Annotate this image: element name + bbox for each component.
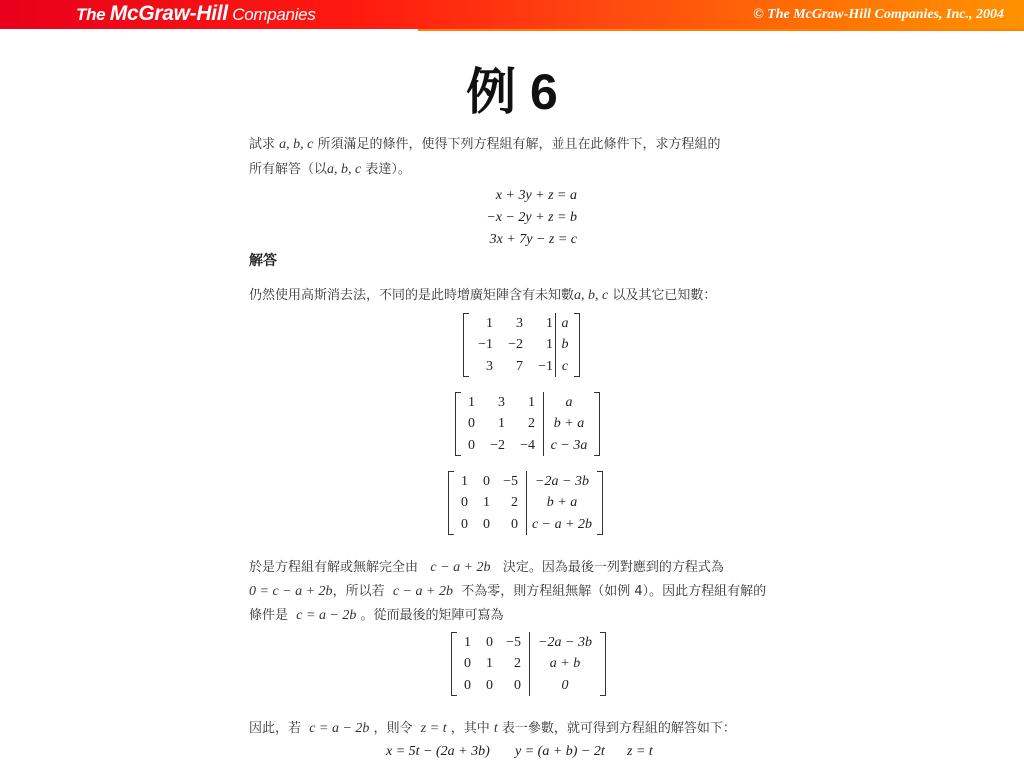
matrix-row bbox=[471, 334, 553, 355]
matrix-cell: −1 bbox=[478, 337, 493, 353]
right-bracket bbox=[600, 632, 606, 696]
matrix-cell: 1 bbox=[483, 495, 490, 511]
matrix-cell: b bbox=[561, 337, 569, 353]
matrix-cell: 3 bbox=[486, 358, 493, 374]
matrix-cell: 1 bbox=[461, 474, 468, 490]
matrix-row bbox=[459, 653, 521, 674]
solution-x: x = 5t − (2a + 3b) bbox=[386, 744, 490, 759]
matrix-cell: −4 bbox=[520, 437, 535, 453]
augmented-matrix-4 bbox=[451, 632, 606, 696]
paragraph-math: c − a + 2b bbox=[392, 584, 453, 599]
augmented-column bbox=[543, 392, 594, 456]
matrix-cell: 0 bbox=[486, 677, 493, 693]
paragraph-text: 決定。因為最後一列對應到的方程式為 bbox=[498, 560, 724, 575]
paragraph-line-1 bbox=[249, 556, 724, 576]
problem-line-1 bbox=[249, 133, 721, 153]
matrix-cell: 1 bbox=[486, 656, 493, 672]
matrix-coefficients bbox=[461, 392, 537, 456]
matrix-cell: 0 bbox=[464, 677, 471, 693]
matrix-cell: 1 bbox=[528, 395, 535, 411]
matrix-cell: c − 3a bbox=[550, 437, 588, 453]
solution-y: y = (a + b) − 2t bbox=[515, 744, 605, 759]
conclusion-text: 表一參數，就可得到方程組的解答如下： bbox=[497, 721, 736, 736]
matrix-row bbox=[459, 632, 521, 653]
matrix-cell: 0 bbox=[483, 474, 490, 490]
method-text: 仍然使用高斯消去法，不同的是此時增廣矩陣含有未知數 bbox=[249, 288, 575, 303]
matrix-cell: −2 bbox=[490, 437, 505, 453]
conclusion-math: c = a − 2b bbox=[309, 721, 370, 736]
right-bracket bbox=[594, 392, 600, 456]
right-bracket bbox=[574, 313, 580, 377]
matrix-cell: 0 bbox=[514, 677, 521, 693]
matrix-cell: b + a bbox=[546, 495, 578, 511]
matrix-cell: 3 bbox=[498, 395, 505, 411]
copyright-notice: © The McGraw-Hill Companies, Inc., 2004 bbox=[753, 7, 1004, 22]
matrix-cell: 1 bbox=[486, 316, 493, 332]
matrix-row bbox=[463, 392, 535, 413]
paragraph-line-3 bbox=[249, 604, 504, 624]
matrix-row bbox=[471, 356, 553, 377]
matrix-cell: 2 bbox=[511, 495, 518, 511]
matrix-row bbox=[471, 313, 553, 334]
matrix-cell: 2 bbox=[514, 656, 521, 672]
conclusion-line bbox=[249, 717, 736, 737]
logo-companies: Companies bbox=[227, 5, 316, 24]
matrix-cell: −1 bbox=[538, 358, 553, 374]
slide-title: 例 6 bbox=[466, 64, 558, 120]
matrix-cell: 0 bbox=[486, 635, 493, 651]
matrix-cell: 0 bbox=[461, 495, 468, 511]
matrix-cell: 0 bbox=[468, 437, 475, 453]
matrix-coefficients bbox=[469, 313, 555, 377]
right-bracket bbox=[597, 471, 603, 535]
method-text: 以及其它已知數： bbox=[608, 288, 717, 303]
matrix-cell: −2a − 3b bbox=[535, 474, 589, 490]
matrix-cell: 3 bbox=[516, 316, 523, 332]
matrix-cell: −2 bbox=[508, 337, 523, 353]
problem-text: 所有解答（以 bbox=[249, 162, 328, 177]
matrix-cell: a bbox=[561, 316, 569, 332]
matrix-row bbox=[463, 413, 535, 434]
paragraph-math: c = a − 2b bbox=[296, 608, 357, 623]
solution-z: z = t bbox=[627, 744, 653, 759]
matrix-cell: 2 bbox=[528, 416, 535, 432]
matrix-cell: a + b bbox=[549, 656, 581, 672]
matrix-row bbox=[463, 435, 535, 456]
conclusion-text: ，則令 bbox=[369, 721, 413, 736]
paragraph-text: 於是方程組有解或無解完全由 bbox=[249, 560, 419, 575]
matrix-cell: a bbox=[565, 395, 573, 411]
equation-row: x + 3y + z = a bbox=[495, 188, 577, 203]
problem-text: 試求 bbox=[249, 137, 280, 152]
augmented-matrix-2 bbox=[455, 392, 600, 456]
paragraph-math: c − a + 2b bbox=[430, 560, 491, 575]
matrix-cell: 1 bbox=[464, 635, 471, 651]
conclusion-text: 因此，若 bbox=[249, 721, 302, 736]
equation-system bbox=[465, 185, 577, 251]
problem-vars: a, b, c bbox=[279, 137, 314, 152]
mcgraw-hill-logo bbox=[76, 2, 316, 26]
matrix-cell: 1 bbox=[546, 316, 553, 332]
header-divider bbox=[418, 29, 1024, 31]
matrix-coefficients bbox=[457, 632, 523, 696]
conclusion-text: ，其中 bbox=[446, 721, 490, 736]
augmented-matrix-3 bbox=[448, 471, 603, 535]
logo-the: The bbox=[76, 5, 110, 24]
matrix-cell: 0 bbox=[561, 677, 569, 693]
matrix-cell: 1 bbox=[498, 416, 505, 432]
matrix-cell: 1 bbox=[468, 395, 475, 411]
equation-row: −x − 2y + z = b bbox=[486, 210, 577, 225]
matrix-cell: 0 bbox=[468, 416, 475, 432]
augmented-column bbox=[555, 313, 574, 377]
paragraph-text: ，所以若 bbox=[332, 584, 385, 599]
method-line bbox=[249, 284, 716, 304]
problem-text: 所須滿足的條件，使得下列方程組有解，並且在此條件下，求方程組的 bbox=[313, 137, 721, 152]
paragraph-line-2 bbox=[249, 580, 766, 600]
equation-row: 3x + 7y − z = c bbox=[489, 232, 577, 247]
method-vars: a, b, c bbox=[574, 288, 609, 303]
matrix-cell: −5 bbox=[506, 635, 521, 651]
matrix-cell: −2a − 3b bbox=[538, 635, 592, 651]
matrix-row bbox=[456, 514, 518, 535]
conclusion-math: z = t bbox=[420, 721, 447, 736]
matrix-cell: 0 bbox=[483, 516, 490, 532]
matrix-row bbox=[456, 471, 518, 492]
matrix-row bbox=[459, 675, 521, 696]
paragraph-text: 不為零，則方程組無解（如例 4）。因此方程組有解的 bbox=[457, 584, 767, 599]
problem-vars: a, b, c bbox=[327, 162, 362, 177]
matrix-cell: 0 bbox=[464, 656, 471, 672]
matrix-cell: c bbox=[561, 358, 569, 374]
conclusion-math: t bbox=[493, 721, 498, 736]
paragraph-math: 0 = c − a + 2b bbox=[249, 584, 333, 599]
matrix-cell: 0 bbox=[511, 516, 518, 532]
paragraph-text: 條件是 bbox=[249, 608, 289, 623]
augmented-matrix-1 bbox=[463, 313, 580, 377]
paragraph-text: 。從而最後的矩陣可寫為 bbox=[356, 608, 504, 623]
logo-brand: McGraw-Hill bbox=[109, 2, 228, 25]
problem-line-2 bbox=[249, 158, 411, 178]
matrix-cell: 0 bbox=[461, 516, 468, 532]
augmented-column bbox=[529, 632, 600, 696]
augmented-column bbox=[526, 471, 597, 535]
problem-text: 表達）。 bbox=[361, 162, 411, 177]
matrix-row bbox=[456, 492, 518, 513]
matrix-cell: 1 bbox=[546, 337, 553, 353]
header-banner bbox=[0, 0, 1024, 29]
matrix-cell: 7 bbox=[516, 358, 523, 374]
matrix-coefficients bbox=[454, 471, 520, 535]
matrix-cell: b + a bbox=[553, 416, 585, 432]
matrix-cell: c − a + 2b bbox=[531, 516, 593, 532]
solution-heading: 解答 bbox=[249, 253, 277, 269]
matrix-cell: −5 bbox=[503, 474, 518, 490]
